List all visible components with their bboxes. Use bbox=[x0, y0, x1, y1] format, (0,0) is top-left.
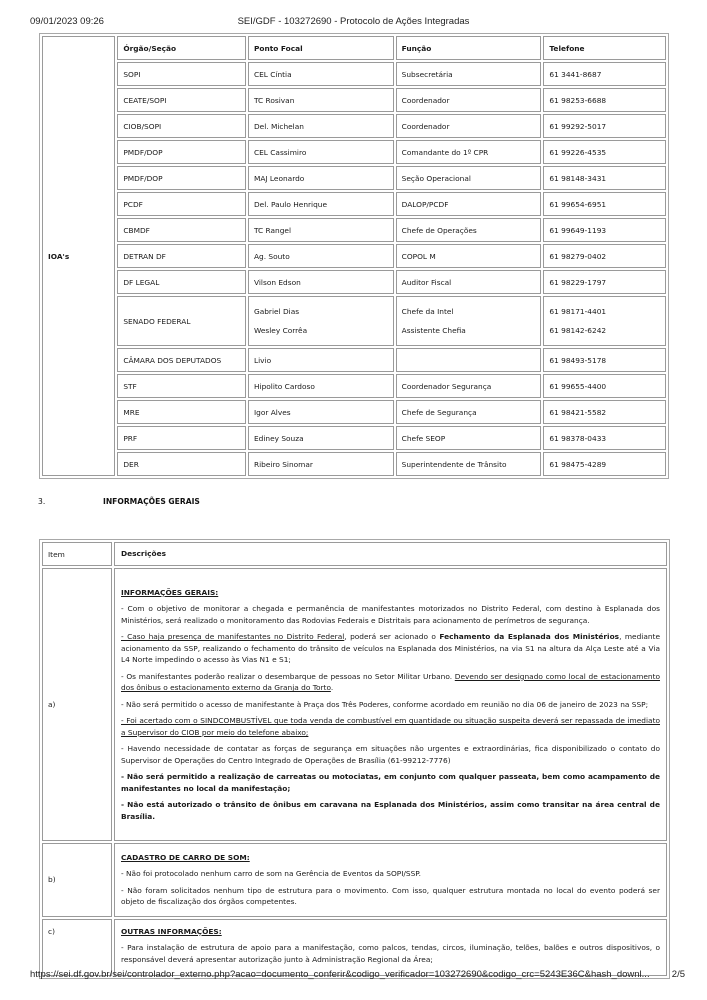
cell-orgao: SOPI bbox=[117, 62, 246, 86]
paragraph: - Para instalação de estrutura de apoio para a manifestação, como palcos, tendas, circos, iluminação, telões, balões e outros dispositivos, o responsável deverá apresentar autorização junto à Administração Regional da Área; bbox=[121, 943, 660, 964]
bold-paragraph: - Não está autorizado o trânsito de ônibus em caravana na Esplanada dos Ministérios, assim como transitar na área central de Brasília. bbox=[121, 800, 660, 821]
table-row bbox=[42, 88, 666, 112]
table-row bbox=[42, 374, 666, 398]
table-row bbox=[42, 348, 666, 372]
cell-funcao: Coordenador Segurança bbox=[396, 374, 542, 398]
ioa-contacts-table bbox=[39, 33, 669, 479]
table-row bbox=[42, 400, 666, 424]
cell-telefone: 61 3441-8687 bbox=[543, 62, 666, 86]
cell-funcao bbox=[396, 348, 542, 372]
paragraph: - Com o objetivo de monitorar a chegada e permanência de manifestantes motorizados no Distrito Federal, com destino à Esplanada dos Ministérios, será realizado o monitoramento das Rodovias Federais e Distritais para acionamento de perímetros de segurança. bbox=[121, 604, 660, 625]
cell-ponto-focal: Ag. Souto bbox=[248, 244, 394, 268]
paragraph: - Não foram solicitados nenhum tipo de estrutura para o movimento. Com isso, qualquer estrutura montada no local do evento poderá ser objeto de fiscalização dos órgãos competentes. bbox=[121, 885, 660, 907]
cell-ponto-focal: Del. Michelan bbox=[248, 114, 394, 138]
header-ponto-focal: Ponto Focal bbox=[248, 36, 394, 60]
cell-orgao: DER bbox=[117, 452, 246, 476]
cell-funcao bbox=[396, 296, 542, 346]
item-description bbox=[114, 843, 667, 916]
funcao-line: Assistente Chefia bbox=[401, 326, 466, 335]
header-telefone: Telefone bbox=[543, 36, 666, 60]
cell-funcao: COPOL M bbox=[396, 244, 542, 268]
cell-orgao: DETRAN DF bbox=[117, 244, 246, 268]
bold-text: Fechamento da Esplanada dos Ministérios bbox=[439, 632, 620, 642]
text: , poderá ser acionado o bbox=[344, 632, 440, 642]
table-row bbox=[42, 270, 666, 294]
cell-ponto-focal: MAJ Leonardo bbox=[248, 166, 394, 190]
item-description bbox=[114, 568, 667, 841]
header-funcao: Função bbox=[396, 36, 542, 60]
cell-orgao: CÂMARA DOS DEPUTADOS bbox=[117, 348, 246, 372]
text: , mediante acionamento da SSP, realizando o fechamento do trânsito de veículos na Esplanada dos Ministérios, na via S1 na altura da Alça Leste até a Via L4 Norte impedindo o acesso às Vias N1 e S1; bbox=[121, 632, 660, 665]
underlined-text: - Caso haja presença de manifestantes no Distrito Federal bbox=[121, 632, 345, 642]
paragraph: - Havendo necessidade de contatar as forças de segurança em situações não urgentes e extraordinárias, fica disponibilizado o contato do Supervisor de Operações do Centro Integrado de Operações de Brasília (61-99212-7776) bbox=[121, 744, 660, 765]
header-item: Item bbox=[42, 542, 112, 566]
table-row bbox=[42, 62, 666, 86]
paragraph: - Não será permitido o acesso de manifestante à Praça dos Três Poderes, conforme acordado em reunião no dia 06 de janeiro de 2023 na SSP; bbox=[121, 699, 649, 709]
cell-telefone: 61 98475-4289 bbox=[543, 452, 666, 476]
table-row bbox=[42, 426, 666, 450]
paragraph bbox=[121, 631, 660, 666]
cell-funcao: DALOP/PCDF bbox=[396, 192, 542, 216]
header-orgao: Órgão/Seção bbox=[117, 36, 246, 60]
cell-telefone: 61 99654-6951 bbox=[543, 192, 666, 216]
cell-orgao: PMDF/DOP bbox=[117, 166, 246, 190]
cell-orgao: CBMDF bbox=[117, 218, 246, 242]
item-label: b) bbox=[42, 843, 112, 916]
cell-orgao: PRF bbox=[117, 426, 246, 450]
cell-orgao: PCDF bbox=[117, 192, 246, 216]
cell-funcao: Chefe de Operações bbox=[396, 218, 542, 242]
cell-ponto-focal: CEL Cassimiro bbox=[248, 140, 394, 164]
section-number: 3. bbox=[38, 497, 46, 506]
text: . bbox=[330, 683, 334, 693]
cell-funcao: Superintendente de Trânsito bbox=[396, 452, 542, 476]
cell-telefone: 61 98253-6688 bbox=[543, 88, 666, 112]
cell-orgao: CEATE/SOPI bbox=[117, 88, 246, 112]
cell-ponto-focal: Ribeiro Sinomar bbox=[248, 452, 394, 476]
telefone-line: 61 98142-6242 bbox=[549, 326, 607, 335]
general-info-table bbox=[39, 539, 670, 979]
cell-funcao: Coordenador bbox=[396, 88, 542, 112]
header-descricoes: Descrições bbox=[114, 542, 667, 566]
cell-telefone: 61 98229-1797 bbox=[543, 270, 666, 294]
table-row bbox=[42, 296, 666, 346]
cell-orgao: MRE bbox=[117, 400, 246, 424]
print-datetime: 09/01/2023 09:26 bbox=[30, 16, 104, 27]
text: - Os manifestantes poderão realizar o desembarque de pessoas no Setor Militar Urbano. bbox=[121, 671, 455, 681]
table-header-row bbox=[42, 36, 666, 60]
cell-orgao: CIOB/SOPI bbox=[117, 114, 246, 138]
cell-funcao: Subsecretária bbox=[396, 62, 542, 86]
section-title: INFORMAÇÕES GERAIS bbox=[103, 497, 200, 506]
print-footer bbox=[30, 969, 685, 983]
cell-funcao: Seção Operacional bbox=[396, 166, 542, 190]
info-row-a bbox=[42, 568, 667, 841]
cell-ponto-focal: TC Rosivan bbox=[248, 88, 394, 112]
cell-telefone: 61 99226-4535 bbox=[543, 140, 666, 164]
cell-ponto-focal: Del. Paulo Henrique bbox=[248, 192, 394, 216]
cell-telefone: 61 98279-0402 bbox=[543, 244, 666, 268]
cell-telefone bbox=[543, 296, 666, 346]
cell-telefone: 61 98378-0433 bbox=[543, 426, 666, 450]
underlined-paragraph: - Foi acertado com o SINDCOMBUSTÍVEL que toda venda de combustível em quantidade ou situação suspeita deverá ser repassada de imediato a Supervisor do CIOB por meio do telefone abaixo; bbox=[121, 716, 660, 737]
cell-ponto-focal: CEL Cíntia bbox=[248, 62, 394, 86]
cell-orgao: DF LEGAL bbox=[117, 270, 246, 294]
cell-ponto-focal bbox=[248, 296, 394, 346]
item-label: a) bbox=[42, 568, 112, 841]
telefone-line: 61 98171-4401 bbox=[549, 307, 607, 316]
item-heading: CADASTRO DE CARRO DE SOM: bbox=[121, 852, 250, 862]
cell-ponto-focal: Vilson Edson bbox=[248, 270, 394, 294]
table-row bbox=[42, 114, 666, 138]
cell-telefone: 61 98493-5178 bbox=[543, 348, 666, 372]
item-heading: INFORMAÇÕES GERAIS: bbox=[121, 587, 219, 597]
item-label: c) bbox=[42, 919, 112, 976]
cell-telefone: 61 99649-1193 bbox=[543, 218, 666, 242]
ioa-group-label: IOA's bbox=[42, 36, 115, 476]
cell-ponto-focal: Ediney Souza bbox=[248, 426, 394, 450]
cell-orgao: STF bbox=[117, 374, 246, 398]
table-row bbox=[42, 192, 666, 216]
page-number: 2/5 bbox=[671, 969, 685, 980]
table-row bbox=[42, 244, 666, 268]
cell-telefone: 61 99655-4400 bbox=[543, 374, 666, 398]
cell-ponto-focal: Igor Alves bbox=[248, 400, 394, 424]
table-header-row bbox=[42, 542, 667, 566]
table-row bbox=[42, 218, 666, 242]
cell-funcao: Auditor Fiscal bbox=[396, 270, 542, 294]
cell-funcao: Chefe de Segurança bbox=[396, 400, 542, 424]
ponto-focal-line: Gabriel Dias bbox=[253, 307, 300, 316]
cell-telefone: 61 99292-5017 bbox=[543, 114, 666, 138]
cell-funcao: Chefe SEOP bbox=[396, 426, 542, 450]
item-description bbox=[114, 919, 667, 976]
cell-funcao: Comandante do 1º CPR bbox=[396, 140, 542, 164]
info-row-b bbox=[42, 843, 667, 916]
ponto-focal-line: Wesley Corrêa bbox=[253, 326, 308, 335]
cell-orgao: PMDF/DOP bbox=[117, 140, 246, 164]
funcao-line: Chefe da Intel bbox=[401, 307, 454, 316]
document-url: https://sei.df.gov.br/sei/controlador_externo.php?acao=documento_conferir&codigo_verificador=103272690&codigo_crc=5243E36C&hash_downl... bbox=[30, 969, 650, 980]
cell-telefone: 61 98148-3431 bbox=[543, 166, 666, 190]
cell-ponto-focal: Livio bbox=[248, 348, 394, 372]
table-row bbox=[42, 166, 666, 190]
bold-paragraph: - Não será permitido a realização de carreatas ou motociatas, em conjunto com qualquer passeata, bem como acampamento de manifestantes no local da manifestação; bbox=[121, 772, 660, 793]
cell-orgao: SENADO FEDERAL bbox=[117, 296, 246, 346]
print-header bbox=[30, 16, 677, 30]
document-title: SEI/GDF - 103272690 - Protocolo de Ações Integradas bbox=[237, 16, 470, 27]
cell-telefone: 61 98421-5582 bbox=[543, 400, 666, 424]
paragraph bbox=[121, 671, 660, 694]
paragraph: - Não foi protocolado nenhum carro de som na Gerência de Eventos da SOPI/SSP. bbox=[121, 869, 421, 879]
table-row bbox=[42, 452, 666, 476]
cell-ponto-focal: Hipolito Cardoso bbox=[248, 374, 394, 398]
item-heading: OUTRAS INFORMAÇÕES: bbox=[121, 926, 222, 936]
underlined-text: Devendo ser designado como local de estacionamento dos ônibus o estacionamento externo da Granja do Torto bbox=[121, 671, 660, 693]
info-row-c bbox=[42, 919, 667, 976]
cell-funcao: Coordenador bbox=[396, 114, 542, 138]
cell-ponto-focal: TC Rangel bbox=[248, 218, 394, 242]
table-row bbox=[42, 140, 666, 164]
